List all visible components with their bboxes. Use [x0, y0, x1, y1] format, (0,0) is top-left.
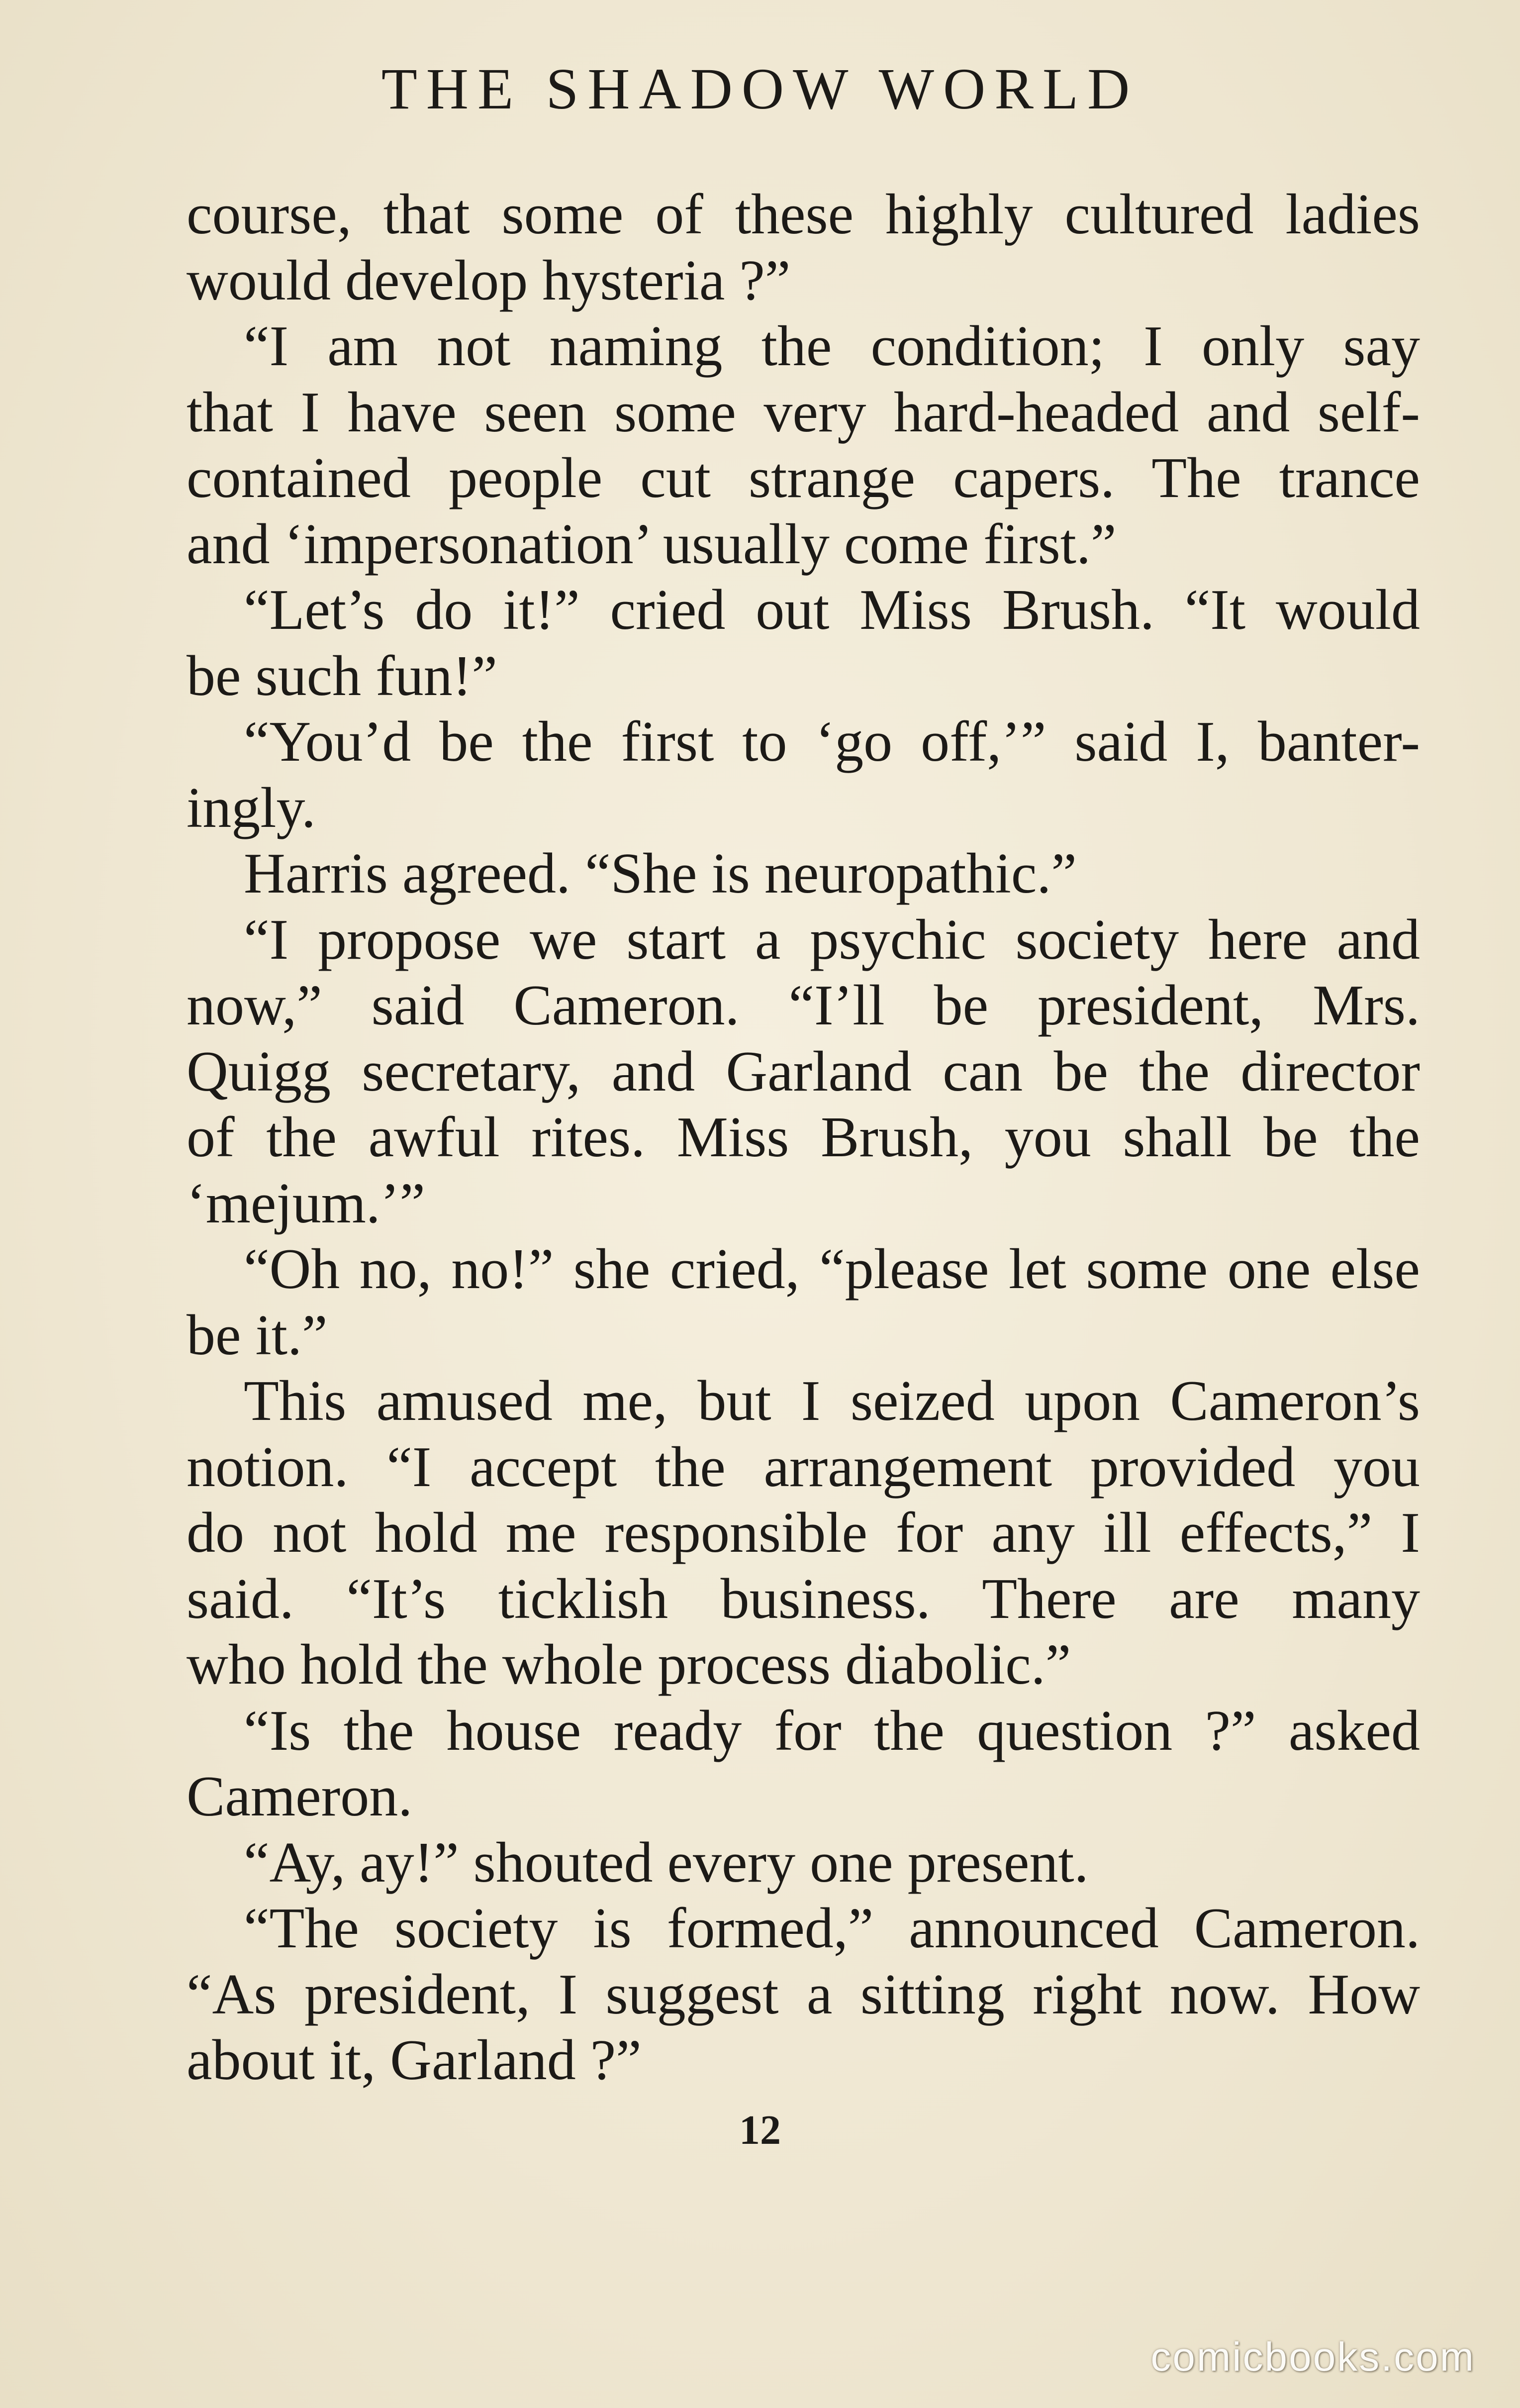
text-line: “The society is formed,” announced Cameron.: [244, 1897, 1420, 1960]
text-line: “Oh no, no!” she cried, “please let some one else: [244, 1237, 1420, 1301]
text-line: “As president, I suggest a sitting right now. How: [187, 1962, 1420, 2026]
body-text: [187, 182, 1420, 2094]
text-line: about it, Garland ?”: [187, 2028, 642, 2092]
text-line: said. “It’s ticklish business. There are many: [187, 1567, 1420, 1631]
text-line: “Let’s do it!” cried out Miss Brush. “It would: [244, 578, 1420, 642]
text-line: Quigg secretary, and Garland can be the director: [187, 1039, 1420, 1104]
text-line: Harris agreed. “She is neuropathic.”: [244, 842, 1077, 905]
text-line: course, that some of these highly cultured ladies: [187, 183, 1420, 246]
text-line: now,” said Cameron. “I’ll be president, Mrs.: [187, 974, 1420, 1037]
text-line: do not hold me responsible for any ill effects,” I: [187, 1501, 1420, 1565]
text-line: “I propose we start a psychic society here and: [244, 907, 1420, 972]
text-line: “You’d be the first to ‘go off,’” said I, banter-: [244, 710, 1420, 774]
text-line: “I am not naming the condition; I only say: [244, 314, 1420, 378]
text-line: “Is the house ready for the question ?” asked: [244, 1699, 1420, 1763]
text-line: be such fun!”: [187, 644, 497, 708]
text-line: would develop hysteria ?”: [187, 248, 791, 312]
text-line: of the awful rites. Miss Brush, you shall be the: [187, 1105, 1420, 1169]
text-line: “Ay, ay!” shouted every one present.: [244, 1830, 1089, 1895]
text-line: that I have seen some very hard-headed and self-: [187, 380, 1420, 444]
text-line: This amused me, but I seized upon Cameron’s: [244, 1369, 1420, 1433]
watermark: comicbooks.com: [1150, 2334, 1475, 2380]
text-line: ingly.: [187, 776, 316, 840]
text-line: ‘mejum.’”: [187, 1171, 425, 1235]
text-line: be it.”: [187, 1303, 328, 1367]
page-number: 12: [739, 2107, 781, 2153]
text-line: Cameron.: [187, 1765, 413, 1828]
text-line: who hold the whole process diabolic.”: [187, 1633, 1071, 1697]
running-head: THE SHADOW WORLD: [381, 56, 1139, 121]
text-line: contained people cut strange capers. The trance: [187, 446, 1420, 510]
text-line: and ‘impersonation’ usually come first.”: [187, 512, 1117, 576]
text-line: notion. “I accept the arrangement provided you: [187, 1435, 1420, 1499]
